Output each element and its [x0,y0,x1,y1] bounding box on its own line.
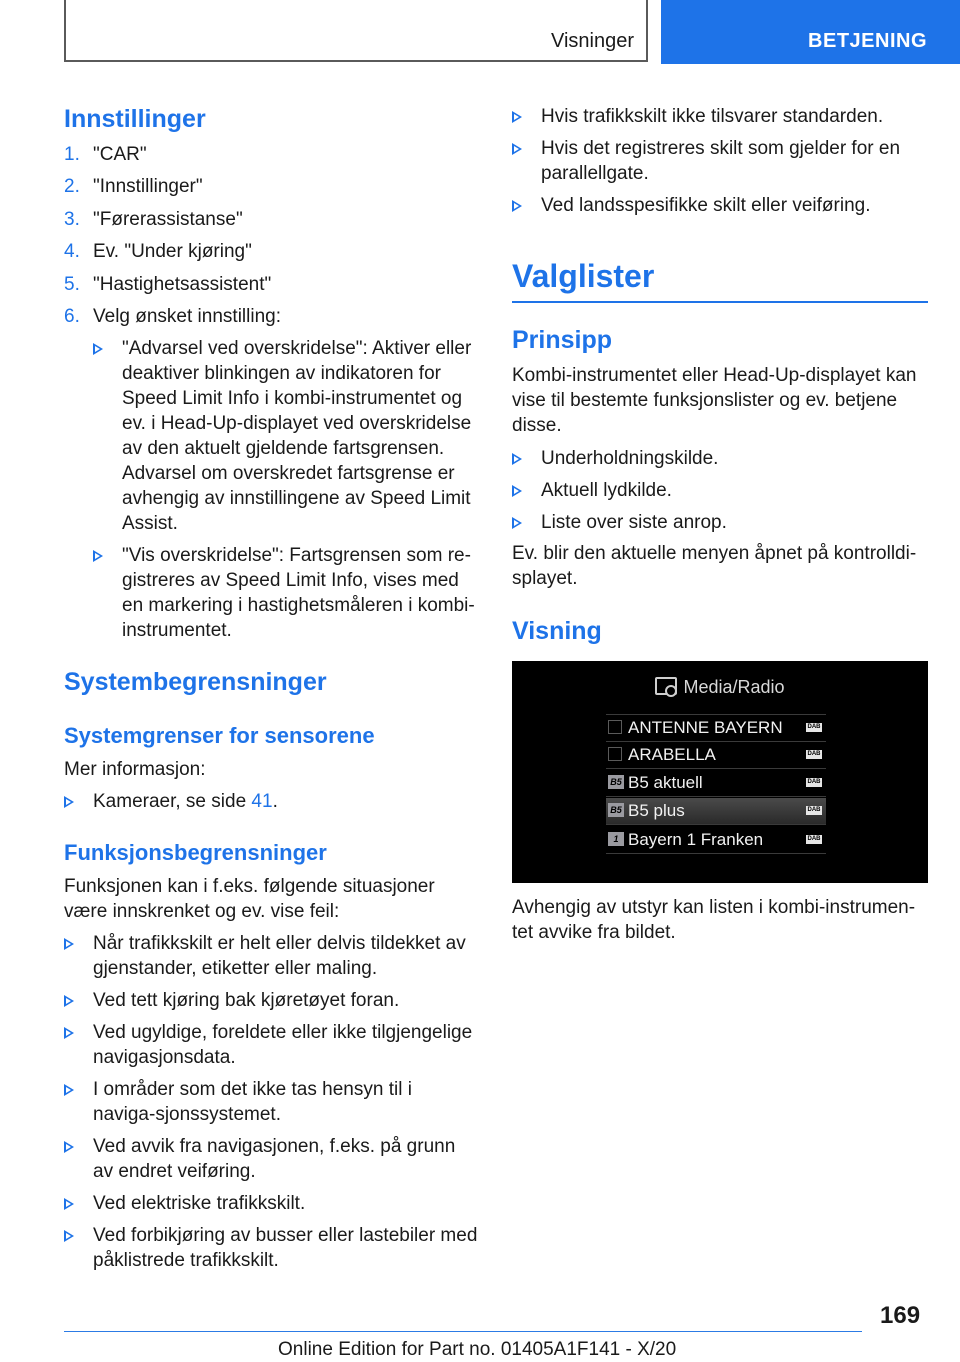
sensor-limits-heading: Systemgrenser for sensorene [64,723,375,748]
station-label: ANTENNE BAYERN [628,718,783,737]
list-item [64,1020,478,1070]
triangle-bullet-icon [512,111,522,123]
list-item-text: Ved landsspesifikke skilt eller veiføring. [541,195,871,216]
footer-rule [64,1331,862,1332]
step-item [64,272,478,304]
step-number: 4. [64,241,80,262]
dab-icon: DAB [807,807,821,813]
list-item-text: Ved tett kjøring bak kjøretøyet foran. [93,990,400,1011]
list-item [64,1077,478,1127]
display-title-text: Media/Radio [683,677,785,697]
station-label: Bayern 1 Franken [628,830,764,849]
display-list-item [606,770,826,797]
list-item-text: Ved avvik fra navigasjonen, f.eks. på grunn av endret veiføring. [93,1136,456,1182]
instrument-display-image [512,661,928,883]
list-item [64,931,478,981]
prinsipp-text: Kombi-instrumentet eller Head-Up-displayet kan vise til bestemte funksjonslister og ev. betjene disse. [512,365,917,436]
list-item [512,136,928,186]
triangle-bullet-icon [64,1230,74,1242]
valglister-section [512,257,928,303]
media-radio-icon [655,677,677,695]
page-reference-link[interactable]: 41 [251,791,273,812]
header-chapter-tab [661,0,960,64]
triangle-bullet-icon [64,1141,74,1153]
step-text: "Førerassistanse" [93,209,243,230]
list-item-text: Ved elektriske trafikkskilt. [93,1193,306,1214]
camera-ref-end: . [272,791,278,812]
function-limits-list [64,931,478,1273]
step6-options [64,336,478,643]
triangle-bullet-icon [64,1198,74,1210]
step-text: Velg ønsket innstilling: [93,306,281,327]
step-item [64,142,478,174]
step-number: 6. [64,306,80,327]
more-info-text: Mer informasjon: [64,759,206,780]
list-item-text: "Advarsel ved overskridelse": Aktiver eller deaktiver blinkingen av indikatoren for Speed Limit Info i kombi-instrumentet og ev. i Head-Up-displayet ved overskridelse av den aktuelt gjeldende fartsgrensen. Advarsel om overskredet fartsgrense er avhengig av innstillingene av Speed Limit Assist. [122,338,472,534]
edition-text: Online Edition for Part no. 01405A1F141 - X/20 [278,1339,677,1360]
display-caption: Avhengig av utstyr kan listen i kombi-instrumen-tet avvike fra bildet. [512,897,916,943]
list-item-text: Aktuell lydkilde. [541,480,672,501]
list-item-text: Ved ugyldige, foreldete eller ikke tilgjengelige navigasjonsdata. [93,1022,473,1068]
menu-text: Ev. blir den aktuelle menyen åpnet på kontrolldi-splayet. [512,543,917,589]
step-text: "Innstillinger" [93,176,203,197]
heading-rule [512,301,928,303]
step-number: 1. [64,144,80,165]
visning-heading: Visning [512,617,602,645]
triangle-bullet-icon [64,938,74,950]
display-list-item-selected [606,798,826,825]
empty-slot-icon [608,720,622,734]
section-label: Visninger [550,30,634,52]
station-label: B5 aktuell [628,773,703,792]
step-text: "CAR" [93,144,147,165]
system-limits-heading: Systembegrensninger [64,668,327,696]
chapter-label: BETJENING [808,30,927,52]
step-text: "Hastighetsassistent" [93,274,272,295]
triangle-bullet-icon [64,1084,74,1096]
empty-slot-icon [608,747,622,761]
step-number: 2. [64,176,80,197]
list-item-text: I områder som det ikke tas hensyn til i naviga-sjonssystemet. [93,1079,412,1125]
step-item [64,239,478,272]
triangle-bullet-icon [512,453,522,465]
list-item-text: Hvis det registreres skilt som gjelder for en parallellgate. [541,138,901,184]
step-number: 5. [64,274,80,295]
step-item [64,207,478,239]
list-item [64,1191,478,1216]
triangle-bullet-icon [64,1027,74,1039]
list-item [93,336,478,536]
display-list-item [606,827,826,854]
traffic-sign-limits-list [512,104,928,218]
page-number: 169 [880,1302,921,1329]
list-item [64,789,478,814]
list-item-text: Ved forbikjøring av busser eller lastebiler med påklistrede trafikkskilt. [93,1225,478,1271]
list-item [512,446,928,471]
list-item [64,988,478,1013]
list-item [512,510,928,535]
triangle-bullet-icon [512,485,522,497]
list-item-text: "Vis overskridelse": Fartsgrensen som re-gistreres av Speed Limit Info, vises med en markering i hastighetsmåleren i kombi-instrumentet. [122,545,475,641]
step-number: 3. [64,209,80,230]
list-item [64,1134,478,1184]
station-label: ARABELLA [628,745,716,764]
list-item-text: Når trafikkskilt er helt eller delvis tildekket av gjenstander, etiketter eller maling. [93,933,466,979]
list-item-text: Underholdningskilde. [541,448,719,469]
dab-icon: DAB [807,836,821,842]
triangle-bullet-icon [64,995,74,1007]
dab-icon: DAB [807,779,821,785]
display-list-item [606,714,826,742]
station-label: B5 plus [628,801,685,820]
dab-icon: DAB [807,751,821,757]
triangle-bullet-icon [93,343,103,355]
list-item [93,543,478,643]
list-item-text: Liste over siste anrop. [541,512,727,533]
settings-steps [64,142,478,643]
triangle-bullet-icon [512,200,522,212]
triangle-bullet-icon [64,796,74,808]
triangle-bullet-icon [93,550,103,562]
list-item [512,478,928,503]
display-list-item [606,742,826,769]
function-limits-intro: Funksjonen kan i f.eks. følgende situasjoner være innskrenket og ev. vise feil: [64,876,435,922]
header-section-tab [64,0,648,62]
valglister-heading: Valglister [512,258,655,294]
list-item [512,193,928,218]
function-limits-heading: Funksjonsbegrensninger [64,840,327,865]
station-logo-icon: 1 [608,832,624,846]
step-item [64,304,478,336]
prinsipp-list [512,446,928,535]
settings-heading: Innstillinger [64,105,206,133]
list-item-text: Hvis trafikkskilt ikke tilsvarer standarden. [541,106,884,127]
step-text: Ev. "Under kjøring" [93,241,252,262]
dab-icon: DAB [807,724,821,730]
camera-ref-text: Kameraer, se side [93,791,252,812]
triangle-bullet-icon [512,143,522,155]
triangle-bullet-icon [512,517,522,529]
list-item [64,1223,478,1273]
step-item [64,174,478,207]
list-item [512,104,928,129]
display-title [512,675,928,700]
station-logo-icon: B5 [608,803,624,817]
station-logo-icon: B5 [608,775,624,789]
prinsipp-heading: Prinsipp [512,326,613,354]
